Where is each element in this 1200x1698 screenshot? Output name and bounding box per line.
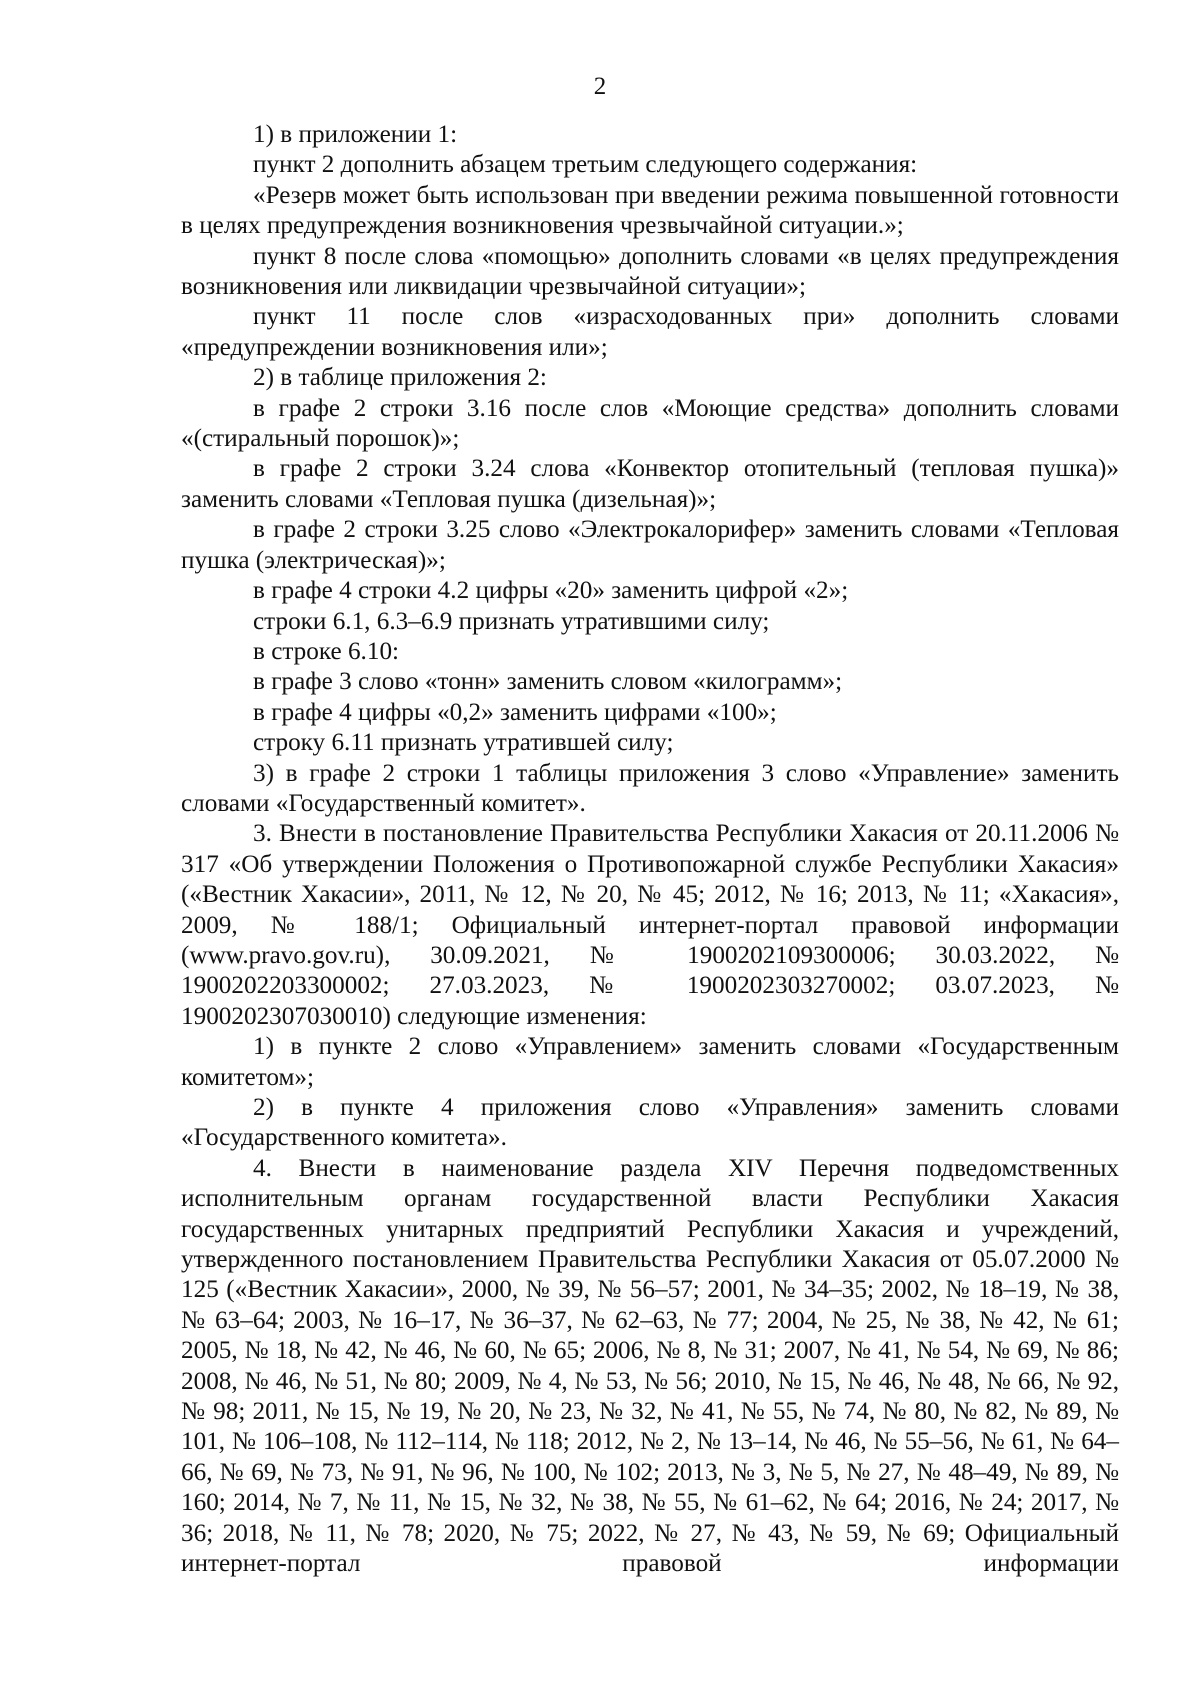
paragraph: строки 6.1, 6.3–6.9 признать утратившими силу;	[253, 607, 770, 635]
paragraph: в строке 6.10:	[253, 637, 400, 665]
paragraph: в графе 2 строки 3.24 слова «Конвектор отопительный (тепловая пушка)» заменить словами «Тепловая пушка (дизельная)»;	[181, 455, 1119, 513]
paragraph: строку 6.11 признать утратившей силу;	[253, 729, 674, 757]
paragraph: 4. Внести в наименование раздела XIV Перечня подведомственных исполнительным органам государственной власти Республики Хакасия государственных унитарных предприятий Республики Хакасия и учреждений, утвержденного постановлением Правительства Республики Хакасия от 05.07.2000 № 125 («Вестник Хакасии», 2000, № 39, № 56–57; 2001, № 34–35; 2002, № 18–19, № 38, № 63–64; 2003, № 16–17, № 36–37, № 62–63, № 77; 2004, № 25, № 38, № 42, № 61; 2005, № 18, № 42, № 46, № 60, № 65; 2006, № 8, № 31; 2007, № 41, № 54, № 69, № 86; 2008, № 46, № 51, № 80; 2009, № 4, № 53, № 56; 2010, № 15, № 46, № 48, № 66, № 92, № 98; 2011, № 15, № 19, № 20, № 23, № 32, № 41, № 55, № 74, № 80, № 82, № 89, № 101, № 106–108, № 112–114, № 118; 2012, № 2, № 13–14, № 46, № 55–56, № 61, № 64–66, № 69, № 73, № 91, № 96, № 100, № 102; 2013, № 3, № 5, № 27, № 48–49, № 89, № 160; 2014, № 7, № 11, № 15, № 32, № 38, № 55, № 61–62, № 64; 2016, № 24; 2017, № 36; 2018, № 11, № 78; 2020, № 75; 2022, № 27, № 43, № 59, № 69; Официальный интернет-портал правовой информации	[181, 1154, 1119, 1578]
paragraph: 3. Внести в постановление Правительства Республики Хакасия от 20.11.2006 № 317 «Об утверждении Положения о Противопожарной службе Республики Хакасия» («Вестник Хакасии», 2011, № 12, № 20, № 45; 2012, № 16; 2013, № 11; «Хакасия», 2009, № 188/1; Официальный интернет-портал правовой информации (www.pravo.gov.ru), 30.09.2021, № 1900202109300006; 30.03.2022, № 1900202203300002; 27.03.2023, № 1900202303270002; 03.07.2023, № 1900202307030010) следующие изменения:	[181, 820, 1119, 1030]
paragraph: 2) в таблице приложения 2:	[253, 364, 547, 392]
paragraph: «Резерв может быть использован при введении режима повышенной готовности в целях предупреждения возникновения чрезвычайной ситуации.»;	[181, 181, 1119, 240]
document-body	[181, 120, 1119, 1580]
paragraph: 3) в графе 2 строки 1 таблицы приложения 3 слово «Управление» заменить словами «Государственный комитет».	[181, 759, 1119, 817]
paragraph: пункт 11 после слов «израсходованных при» дополнить словами «предупреждении возникновения или»;	[181, 303, 1119, 361]
paragraph: в графе 2 строки 3.16 после слов «Моющие средства» дополнить словами «(стиральный порошок)»;	[181, 394, 1119, 453]
paragraph: 1) в приложении 1:	[253, 121, 458, 148]
paragraph: 2) в пункте 4 приложения слово «Управления» заменить словами «Государственного комитета».	[181, 1094, 1119, 1152]
paragraph: в графе 3 слово «тонн» заменить словом «килограмм»;	[253, 668, 843, 696]
paragraph: 1) в пункте 2 слово «Управлением» заменить словами «Государственным комитетом»;	[181, 1033, 1119, 1091]
paragraph: в графе 4 цифры «0,2» заменить цифрами «100»;	[253, 698, 777, 726]
paragraph: в графе 4 строки 4.2 цифры «20» заменить цифрой «2»;	[253, 577, 849, 605]
paragraph: в графе 2 строки 3.25 слово «Электрокалорифер» заменить словами «Тепловая пушка (электрическая)»;	[181, 516, 1119, 574]
paragraph: пункт 8 после слова «помощью» дополнить словами «в целях предупреждения возникновения или ликвидации чрезвычайной ситуации»;	[181, 242, 1119, 301]
page-number: 2	[593, 73, 607, 100]
paragraph: пункт 2 дополнить абзацем третьим следующего содержания:	[253, 151, 918, 179]
